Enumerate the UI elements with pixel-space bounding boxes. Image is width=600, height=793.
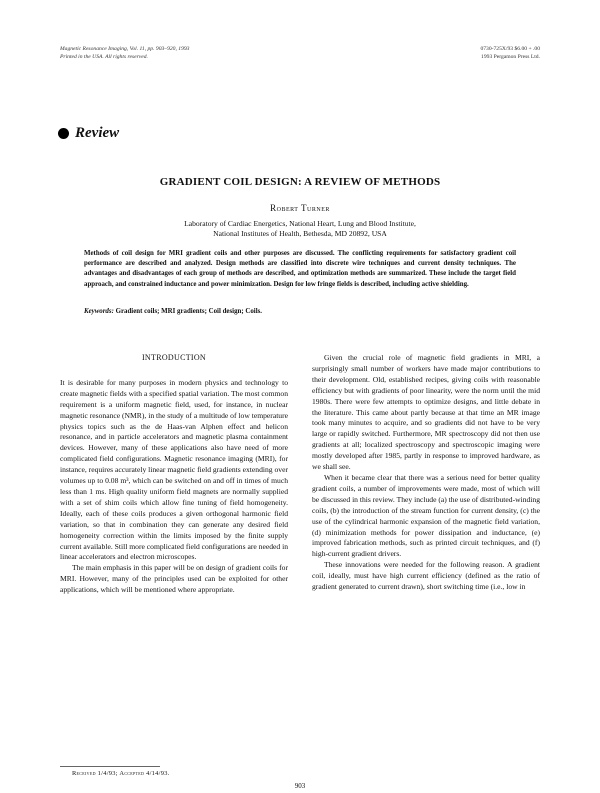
copyright-line1: 0730-725X/93 $6.00 + .00	[480, 46, 540, 52]
paragraph: When it became clear that there was a serious need for better quality gradient coils, a number of improvements were made, most of which will be discussed in this review. They include (a) the use of distributed-winding coils, (b) the introduction of the stream function for current density, (c) the use of the cylindrical harmonic expansion of the magnetic field variation, (d) minimization methods for power dissipation and inductance, (e) improved fabrication methods, such as printed circuit techniques, and (f) high-current gradient drivers.	[312, 472, 540, 559]
affiliation-line2: National Institutes of Health, Bethesda, MD 20892, USA	[213, 229, 387, 238]
journal-citation	[60, 45, 189, 61]
footnote-divider	[60, 766, 160, 767]
right-column	[312, 353, 540, 593]
section-label	[58, 125, 119, 142]
keywords	[84, 308, 516, 315]
paragraph: The main emphasis in this paper will be on design of gradient coils for MRI. However, many of the principles used can be exploited for other applications, which will be mentioned where appropriate.	[60, 563, 288, 595]
copyright-line2: 1993 Pergamon Press Ltd.	[481, 54, 540, 60]
affiliation-line1: Laboratory of Cardiac Energetics, National Heart, Lung and Blood Institute,	[184, 219, 416, 228]
paragraph: Given the crucial role of magnetic field gradients in MRI, a surprisingly small number of workers have made major contributions to their development. Old, established recipes, giving coils with reasonable efficiency but with gradients of poor linearity, were the norm until the mid 1980s. There were few attempts to optimize designs, and little debate in the literature. This came about partly because at that time an MR image took many minutes to acquire, and so gradients did not have to be very large or rapidly switched. Furthermore, MR spectroscopy did not then use gradients at all; localized spectroscopy and spectroscopic imaging were mostly developed after 1985, partly in response to improved hardware, as we shall see.	[312, 353, 540, 472]
page-number: 903	[294, 782, 306, 790]
author-name: Robert Turner	[270, 203, 330, 213]
keywords-label: Keywords:	[84, 308, 114, 315]
journal-citation-line1: Magnetic Resonance Imaging, Vol. 11, pp. 903–920, 1993	[60, 46, 190, 52]
copyright-info	[480, 45, 540, 61]
paragraph: These innovations were needed for the following reason. A gradient coil, ideally, must have high current efficiency (defined as the ratio of gradient generated to current drawn), short switching time (i.e., low in	[312, 560, 540, 592]
left-column	[60, 353, 288, 596]
introduction-heading: INTRODUCTION	[141, 353, 207, 362]
section-label-text: Review	[75, 125, 120, 141]
article-title: GRADIENT COIL DESIGN: A REVIEW OF METHODS	[159, 176, 441, 188]
abstract: Methods of coil design for MRI gradient coils and other purposes are discussed. The conflicting requirements for satisfactory gradient coil performance are described and analyzed. Design methods are classified into discrete wire techniques and current density techniques. The advantages and disadvantages of each group of methods are described, and optimization methods are summarized. These include the target field approach, and constrained inductance and power minimization. Design for low fringe fields is described, including active shielding.	[84, 250, 516, 288]
author-affiliation	[0, 219, 600, 239]
journal-citation-line2: Printed in the USA. All rights reserved.	[60, 54, 148, 60]
keywords-text: Gradient coils; MRI gradients; Coil design; Coils.	[115, 308, 263, 315]
received-accepted-note: Received 1/4/93; Accepted 4/14/93.	[72, 770, 170, 777]
paragraph: It is desirable for many purposes in modern physics and technology to create magnetic fields with a specified spatial variation. The most common requirement is a uniform magnetic field, used, for instance, in nuclear magnetic resonance (NMR), in the study of a multitude of low temperature physics topics such as the de Haas-van Alphen effect and helicon resonance, and in particle accelerators and magnetic plasma containment devices. However, many of these applications also have need of more complicated field configurations. Magnetic resonance imaging (MRI), for instance, requires accurately linear magnetic field gradients extending over volumes up to 0.08 m³, which can be switched on and off in times of much less than 1 ms. High quality uniform field magnets are normally supplied with a set of shim coils which allow fine tuning of field homogeneity. Ideally, each of these coils produces a given orthogonal harmonic field variation, so that in combination they can generate any desired field homogeneity correction within the limits imposed by the finite supply current available. Still more complicated field configurations are needed in linear accelerators and electron microscopes.	[60, 377, 288, 562]
bullet-icon	[58, 128, 69, 139]
